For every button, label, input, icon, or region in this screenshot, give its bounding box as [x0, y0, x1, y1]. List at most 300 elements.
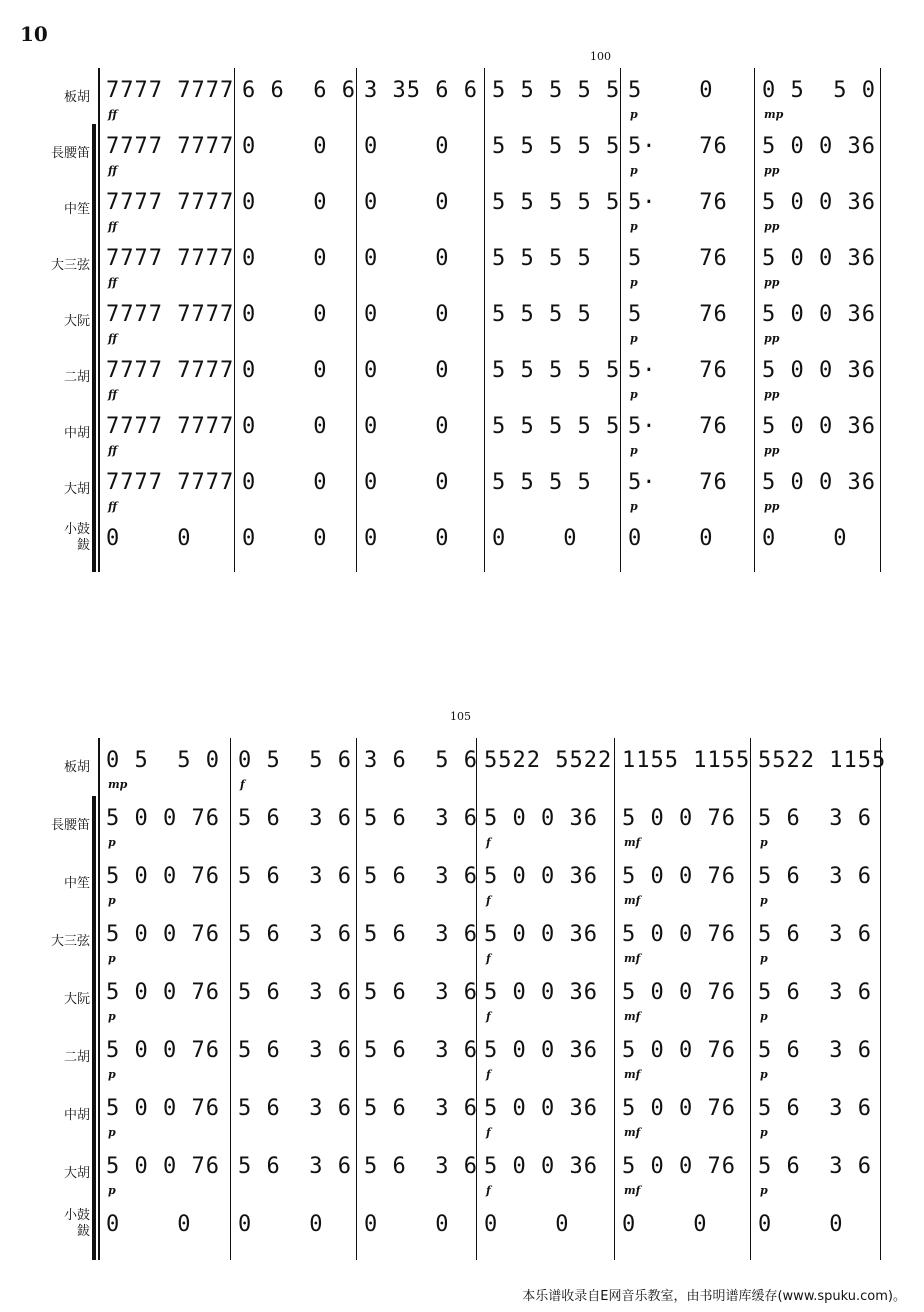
dynamic-marking: f — [486, 952, 491, 965]
jianpu-notes: 5 5 5 5 5 — [492, 358, 621, 383]
jianpu-notes: 5 0 0 36 — [484, 1038, 598, 1063]
jianpu-notes: 5 0 0 36 — [762, 246, 876, 271]
measure — [488, 348, 621, 404]
dynamic-marking: pp — [764, 444, 780, 457]
measure — [480, 854, 610, 910]
measure — [618, 970, 746, 1026]
measure — [758, 124, 876, 180]
measure — [624, 292, 750, 348]
measure — [360, 1144, 478, 1200]
dynamic-marking: p — [760, 836, 768, 849]
measure — [234, 796, 352, 852]
bar-number: 105 — [450, 710, 471, 723]
measure — [758, 68, 876, 124]
measure — [754, 912, 876, 968]
instrument-row — [0, 1144, 924, 1200]
jianpu-notes: 0 0 — [364, 414, 450, 439]
instrument-row — [0, 68, 924, 124]
jianpu-notes: 5 6 3 6 — [238, 1154, 352, 1179]
dynamic-marking: p — [108, 836, 116, 849]
measure — [360, 738, 478, 794]
dynamic-marking: p — [630, 500, 638, 513]
dynamic-marking: ff — [108, 164, 118, 177]
jianpu-notes: 1155 1155 — [622, 748, 751, 773]
dynamic-marking: p — [630, 444, 638, 457]
jianpu-notes: 5 6 3 6 — [758, 1154, 872, 1179]
instrument-label: 中笙 — [63, 202, 90, 217]
instrument-label: 大胡 — [63, 1166, 90, 1181]
measure — [480, 1028, 610, 1084]
jianpu-notes: 5 0 0 76 — [106, 980, 220, 1005]
measure — [238, 68, 356, 124]
jianpu-notes: 5 6 3 6 — [364, 806, 478, 831]
jianpu-notes: 5· 76 — [628, 190, 728, 215]
measure — [102, 738, 226, 794]
jianpu-notes: 5 5 5 5 — [492, 246, 592, 271]
jianpu-notes: 5 6 3 6 — [758, 1038, 872, 1063]
instrument-label: 大三弦 — [50, 934, 90, 949]
jianpu-notes: 5 0 0 36 — [484, 864, 598, 889]
measure — [102, 236, 235, 292]
jianpu-notes: 5 6 3 6 — [238, 980, 352, 1005]
measure — [234, 912, 352, 968]
measure — [754, 796, 876, 852]
measure — [102, 292, 235, 348]
jianpu-notes: 7777 7777 — [106, 134, 235, 159]
measure — [754, 1028, 876, 1084]
dynamic-marking: p — [108, 1184, 116, 1197]
measure — [102, 180, 235, 236]
measure — [488, 180, 621, 236]
measure — [624, 348, 750, 404]
instrument-label: 二胡 — [63, 1050, 90, 1065]
jianpu-notes: 6 6 6 6 — [242, 78, 356, 103]
measure — [360, 460, 480, 516]
jianpu-notes: 5 6 3 6 — [758, 922, 872, 947]
measure — [360, 404, 480, 460]
jianpu-notes: 5 0 0 76 — [106, 1096, 220, 1121]
measure — [360, 796, 478, 852]
dynamic-marking: ff — [108, 108, 118, 121]
jianpu-notes: 5 6 3 6 — [364, 864, 478, 889]
measure — [624, 124, 750, 180]
measure — [238, 124, 352, 180]
jianpu-notes: 5 0 0 76 — [622, 1038, 736, 1063]
jianpu-notes: 5 76 — [628, 302, 728, 327]
dynamic-marking: mp — [108, 778, 128, 791]
jianpu-notes: 5 5 5 5 5 — [492, 78, 621, 103]
measure — [480, 738, 613, 794]
instrument-label: 大胡 — [63, 482, 90, 497]
jianpu-notes: 0 0 — [762, 526, 848, 551]
jianpu-notes: 0 0 — [242, 358, 328, 383]
measure — [758, 236, 876, 292]
dynamic-marking: ff — [108, 444, 118, 457]
jianpu-notes: 0 0 — [242, 302, 328, 327]
jianpu-notes: 7777 7777 — [106, 190, 235, 215]
measure — [102, 1144, 226, 1200]
jianpu-notes: 5 0 0 36 — [484, 980, 598, 1005]
jianpu-notes: 5 5 5 5 5 — [492, 190, 621, 215]
instrument-row — [0, 180, 924, 236]
jianpu-notes: 5 6 3 6 — [758, 980, 872, 1005]
measure — [102, 124, 235, 180]
jianpu-notes: 0 0 — [242, 526, 328, 551]
jianpu-notes: 0 0 — [364, 246, 450, 271]
instrument-label: 大阮 — [63, 992, 90, 1007]
jianpu-notes: 5 0 0 76 — [106, 1154, 220, 1179]
jianpu-notes: 0 0 — [242, 134, 328, 159]
instrument-label: 中胡 — [63, 1108, 90, 1123]
jianpu-notes: 5· 76 — [628, 358, 728, 383]
jianpu-notes: 7777 7777 — [106, 246, 235, 271]
measure — [360, 1028, 478, 1084]
dynamic-marking: ff — [108, 500, 118, 513]
jianpu-notes: 5 0 0 76 — [106, 864, 220, 889]
dynamic-marking: p — [108, 1010, 116, 1023]
measure — [758, 516, 876, 572]
measure — [238, 292, 352, 348]
measure — [102, 1202, 226, 1258]
measure — [234, 738, 352, 794]
instrument-row — [0, 348, 924, 404]
measure — [360, 68, 480, 124]
instrument-row — [0, 1086, 924, 1142]
jianpu-notes: 5 5 5 5 5 — [492, 134, 621, 159]
measure — [758, 404, 876, 460]
jianpu-notes: 5 5 5 5 — [492, 302, 592, 327]
jianpu-notes: 3 35 6 6 — [364, 78, 478, 103]
jianpu-notes: 7777 7777 — [106, 78, 235, 103]
dynamic-marking: p — [630, 220, 638, 233]
dynamic-marking: f — [486, 1126, 491, 1139]
jianpu-notes: 7777 7777 — [106, 358, 235, 383]
measure — [624, 460, 750, 516]
measure — [238, 348, 352, 404]
measure — [754, 1144, 876, 1200]
dynamic-marking: mf — [624, 1126, 641, 1139]
jianpu-notes: 5 0 0 76 — [622, 1096, 736, 1121]
measure — [480, 1144, 610, 1200]
jianpu-notes: 5 6 3 6 — [238, 806, 352, 831]
measure — [234, 854, 352, 910]
instrument-row — [0, 738, 924, 794]
jianpu-notes: 0 0 — [492, 526, 578, 551]
measure — [618, 1086, 746, 1142]
instrument-row — [0, 912, 924, 968]
jianpu-notes: 5 6 3 6 — [238, 1038, 352, 1063]
dynamic-marking: mf — [624, 836, 641, 849]
jianpu-notes: 5 6 3 6 — [238, 864, 352, 889]
jianpu-notes: 5 0 0 36 — [762, 134, 876, 159]
dynamic-marking: pp — [764, 332, 780, 345]
dynamic-marking: pp — [764, 276, 780, 289]
bar-number: 100 — [590, 50, 611, 63]
jianpu-notes: 5 0 0 36 — [484, 1096, 598, 1121]
jianpu-notes: 0 0 — [622, 1212, 708, 1237]
measure — [618, 1028, 746, 1084]
measure — [360, 854, 478, 910]
jianpu-notes: 5 6 3 6 — [758, 1096, 872, 1121]
jianpu-notes: 5 6 3 6 — [238, 922, 352, 947]
measure — [758, 348, 876, 404]
jianpu-notes: 5 0 0 36 — [762, 358, 876, 383]
measure — [238, 404, 352, 460]
measure — [102, 970, 226, 1026]
instrument-label: 大阮 — [63, 314, 90, 329]
jianpu-notes: 5 0 0 36 — [484, 1154, 598, 1179]
dynamic-marking: ff — [108, 220, 118, 233]
dynamic-marking: mf — [624, 894, 641, 907]
dynamic-marking: p — [108, 1126, 116, 1139]
measure — [360, 1086, 478, 1142]
measure — [488, 292, 616, 348]
jianpu-notes: 7777 7777 — [106, 302, 235, 327]
jianpu-notes: 0 0 — [364, 358, 450, 383]
jianpu-notes: 0 0 — [242, 414, 328, 439]
instrument-row — [0, 854, 924, 910]
jianpu-notes: 0 0 — [106, 526, 192, 551]
jianpu-notes: 5 0 0 36 — [484, 806, 598, 831]
measure — [360, 180, 480, 236]
dynamic-marking: p — [760, 894, 768, 907]
measure — [624, 180, 750, 236]
measure — [102, 404, 235, 460]
measure — [754, 854, 876, 910]
dynamic-marking: p — [630, 276, 638, 289]
jianpu-notes: 5 0 0 76 — [622, 922, 736, 947]
measure — [480, 1202, 610, 1258]
jianpu-notes: 0 0 — [364, 134, 450, 159]
jianpu-notes: 5 6 3 6 — [758, 806, 872, 831]
jianpu-notes: 5 6 3 6 — [758, 864, 872, 889]
jianpu-notes: 5 5 5 5 5 — [492, 414, 621, 439]
instrument-row — [0, 1202, 924, 1258]
jianpu-notes: 0 5 5 0 — [762, 78, 876, 103]
measure — [488, 124, 621, 180]
instrument-label: 小鼓 鈸 — [63, 1208, 90, 1239]
score-system-2 — [0, 710, 924, 1260]
measure — [480, 796, 610, 852]
measure — [238, 460, 352, 516]
instrument-label: 二胡 — [63, 370, 90, 385]
dynamic-marking: ff — [108, 388, 118, 401]
jianpu-notes: 5· 76 — [628, 134, 728, 159]
instrument-row — [0, 1028, 924, 1084]
measure — [102, 68, 235, 124]
jianpu-notes: 5 0 0 76 — [622, 864, 736, 889]
instrument-label: 大三弦 — [50, 258, 90, 273]
dynamic-marking: p — [108, 1068, 116, 1081]
measure — [488, 460, 616, 516]
dynamic-marking: p — [760, 1010, 768, 1023]
measure — [234, 1144, 352, 1200]
dynamic-marking: mf — [624, 952, 641, 965]
jianpu-notes: 5 6 3 6 — [238, 1096, 352, 1121]
instrument-label: 長腰笛 — [50, 818, 90, 833]
measure — [360, 236, 480, 292]
jianpu-notes: 7777 7777 — [106, 470, 235, 495]
measure — [488, 404, 621, 460]
measure — [360, 292, 480, 348]
measure — [238, 180, 352, 236]
dynamic-marking: pp — [764, 164, 780, 177]
dynamic-marking: pp — [764, 220, 780, 233]
jianpu-notes: 0 5 5 6 — [238, 748, 352, 773]
measure — [360, 124, 480, 180]
measure — [102, 1086, 226, 1142]
dynamic-marking: f — [486, 1184, 491, 1197]
dynamic-marking: f — [486, 1068, 491, 1081]
dynamic-marking: f — [486, 836, 491, 849]
measure — [624, 516, 750, 572]
dynamic-marking: p — [630, 108, 638, 121]
dynamic-marking: p — [630, 388, 638, 401]
measure — [480, 1086, 610, 1142]
jianpu-notes: 0 0 — [628, 526, 714, 551]
measure — [360, 970, 478, 1026]
dynamic-marking: f — [240, 778, 245, 791]
dynamic-marking: pp — [764, 388, 780, 401]
jianpu-notes: 0 0 — [242, 190, 328, 215]
jianpu-notes: 5 0 0 76 — [106, 922, 220, 947]
jianpu-notes: 5 6 3 6 — [364, 1154, 478, 1179]
jianpu-notes: 5 0 0 76 — [622, 806, 736, 831]
jianpu-notes: 5 6 3 6 — [364, 1096, 478, 1121]
measure — [360, 1202, 472, 1258]
jianpu-notes: 7777 7777 — [106, 414, 235, 439]
jianpu-notes: 0 0 — [242, 470, 328, 495]
dynamic-marking: mf — [624, 1010, 641, 1023]
measure — [234, 1028, 352, 1084]
jianpu-notes: 5 6 3 6 — [364, 922, 478, 947]
measure — [238, 516, 352, 572]
jianpu-notes: 5522 1155 — [758, 748, 887, 773]
dynamic-marking: ff — [108, 332, 118, 345]
instrument-label: 中胡 — [63, 426, 90, 441]
measure — [234, 1202, 352, 1258]
measure — [480, 970, 610, 1026]
dynamic-marking: p — [760, 952, 768, 965]
jianpu-notes: 5 0 0 36 — [762, 190, 876, 215]
instrument-row — [0, 516, 924, 572]
jianpu-notes: 5 0 — [628, 78, 714, 103]
measure — [102, 516, 230, 572]
measure — [234, 1086, 352, 1142]
measure — [618, 1202, 746, 1258]
dynamic-marking: p — [760, 1184, 768, 1197]
measure — [618, 796, 746, 852]
jianpu-notes: 5522 5522 — [484, 748, 613, 773]
measure — [488, 516, 616, 572]
dynamic-marking: p — [760, 1126, 768, 1139]
instrument-row — [0, 970, 924, 1026]
jianpu-notes: 5· 76 — [628, 414, 728, 439]
jianpu-notes: 0 5 5 0 — [106, 748, 220, 773]
measure — [624, 236, 750, 292]
dynamic-marking: p — [630, 164, 638, 177]
jianpu-notes: 5 6 3 6 — [364, 1038, 478, 1063]
jianpu-notes: 5 0 0 76 — [622, 1154, 736, 1179]
instrument-row — [0, 460, 924, 516]
dynamic-marking: p — [630, 332, 638, 345]
instrument-label: 長腰笛 — [50, 146, 90, 161]
jianpu-notes: 0 0 — [364, 190, 450, 215]
instrument-label: 板胡 — [63, 90, 90, 105]
measure — [754, 970, 876, 1026]
page-number: 10 — [20, 22, 48, 46]
score-system-1 — [0, 50, 924, 560]
instrument-row — [0, 292, 924, 348]
jianpu-notes: 5 76 — [628, 246, 728, 271]
dynamic-marking: ff — [108, 276, 118, 289]
dynamic-marking: mf — [624, 1068, 641, 1081]
measure — [758, 460, 876, 516]
jianpu-notes: 3 6 5 6 — [364, 748, 478, 773]
instrument-row — [0, 796, 924, 852]
jianpu-notes: 5 0 0 36 — [484, 922, 598, 947]
measure — [754, 1202, 876, 1258]
instrument-label: 小鼓 鈸 — [63, 522, 90, 553]
measure — [758, 292, 876, 348]
jianpu-notes: 5 0 0 76 — [106, 1038, 220, 1063]
jianpu-notes: 5 0 0 36 — [762, 302, 876, 327]
measure — [102, 912, 226, 968]
dynamic-marking: p — [108, 894, 116, 907]
instrument-label: 中笙 — [63, 876, 90, 891]
instrument-row — [0, 124, 924, 180]
measure — [618, 1144, 746, 1200]
dynamic-marking: f — [486, 1010, 491, 1023]
jianpu-notes: 5 0 0 76 — [622, 980, 736, 1005]
measure — [488, 68, 621, 124]
dynamic-marking: mf — [624, 1184, 641, 1197]
measure — [624, 404, 750, 460]
measure — [102, 1028, 226, 1084]
instrument-row — [0, 236, 924, 292]
jianpu-notes: 0 0 — [364, 302, 450, 327]
dynamic-marking: mp — [764, 108, 784, 121]
jianpu-notes: 0 0 — [364, 470, 450, 495]
measure — [102, 460, 235, 516]
jianpu-notes: 0 0 — [758, 1212, 844, 1237]
dynamic-marking: p — [108, 952, 116, 965]
jianpu-notes: 0 0 — [242, 246, 328, 271]
instrument-label: 板胡 — [63, 760, 90, 775]
measure — [480, 912, 610, 968]
measure — [238, 236, 352, 292]
measure — [618, 738, 751, 794]
jianpu-notes: 0 0 — [106, 1212, 192, 1237]
jianpu-notes: 5 0 0 76 — [106, 806, 220, 831]
jianpu-notes: 0 0 — [364, 526, 450, 551]
jianpu-notes: 0 0 — [484, 1212, 570, 1237]
measure — [102, 348, 235, 404]
measure — [102, 796, 226, 852]
measure — [758, 180, 876, 236]
measure — [754, 738, 887, 794]
jianpu-notes: 5 0 0 36 — [762, 414, 876, 439]
jianpu-notes: 5 5 5 5 — [492, 470, 592, 495]
footer-credit: 本乐谱收录自E网音乐教室，由书明谱库缓存(www.spuku.com)。 — [522, 1289, 906, 1304]
measure — [102, 854, 226, 910]
jianpu-notes: 0 0 — [238, 1212, 324, 1237]
measure — [360, 516, 480, 572]
measure — [618, 912, 746, 968]
jianpu-notes: 5 6 3 6 — [364, 980, 478, 1005]
jianpu-notes: 5 0 0 36 — [762, 470, 876, 495]
measure — [360, 348, 480, 404]
